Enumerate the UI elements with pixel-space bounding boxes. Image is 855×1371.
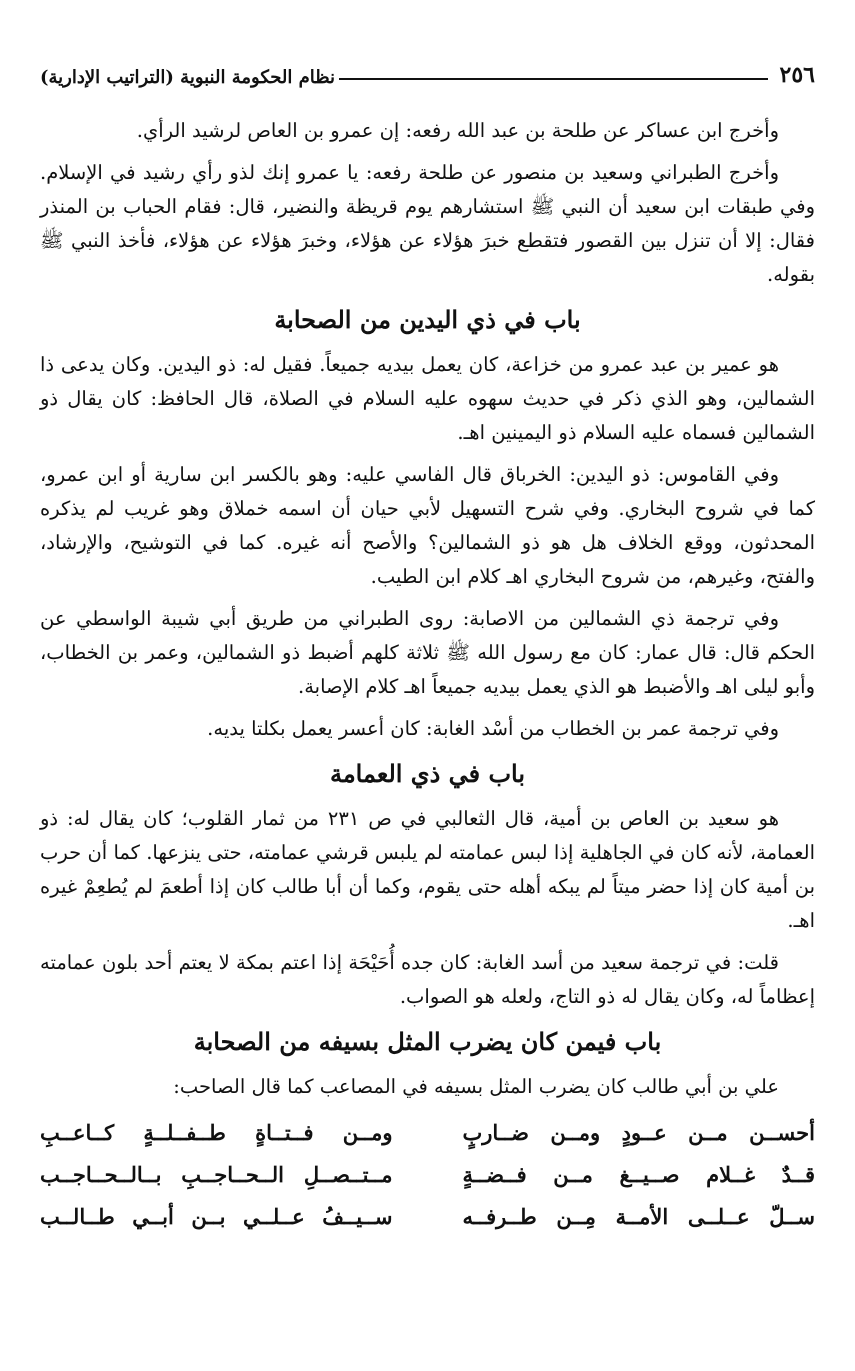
poem-intro: علي بن أبي طالب كان يضرب المثل بسيفه في المصاعب كما قال الصاحب: (173, 1075, 779, 1098)
page-number: ٢٥٦ (779, 62, 815, 88)
verse-first-hemistich: أحســن مــن عــودٍ ومــن ضــاربٍ (462, 1120, 815, 1145)
section-heading: باب في ذي العمامة (329, 759, 526, 788)
poem (40, 1112, 815, 1238)
paragraph: هو سعيد بن العاص بن أمية، قال الثعالبي في ص ٢٣١ من ثمار القلوب؛ كان يقال له: ذو العمامة، لأنه كان في الجاهلية إذا لبس عمامته لم يلبس قرشي عمامته، حتى ينزعها. كما أن حرب بن أمية كان إذا حضر ميتاً لم يبكه أهله حتى يقوم، وكما أن أبا طالب كان إذا أطعمَ لم يُطعِمْ غيره اهـ. (40, 807, 815, 932)
verse-first-hemistich: قــدٌ غــلام صــيــغ مــن فــضــةٍ (462, 1162, 815, 1187)
running-title: نظام الحكومة النبوية (التراتيب الإدارية) (40, 67, 336, 88)
paragraph: هو عمير بن عبد عمرو من خزاعة، كان يعمل بيديه جميعاً. فقيل له: ذو اليدين. وكان يدعى ذا الشمالين، وهو الذي ذكر في حديث سهوه عليه السلام في الصلاة، قال الحافظ: كان يقال ذو الشمالين فسماه عليه السلام ذو اليمينين اهـ. (40, 353, 815, 444)
verse-first-hemistich: ســلّ عــلــى الأمــة مِــن طــرفــه (462, 1204, 815, 1229)
section-heading: باب فيمن كان يضرب المثل بسيفه من الصحابة (193, 1027, 662, 1056)
verse-second-hemistich: ســيــفُ عــلــي بــن أبــي طــالــب (40, 1204, 393, 1229)
paragraph: قلت: في ترجمة سعيد من أسد الغابة: كان جده أُحَيْحَة إذا اعتم بمكة لا يعتم أحد بلون عمامته إعظاماً له، وكان يقال له ذو التاج، ولعله هو الصواب. (40, 951, 815, 1008)
verse-second-hemistich: ومــن فــتــاةٍ طــفــلــةٍ كــاعــبِ (40, 1120, 393, 1145)
paragraph: وأخرج ابن عساكر عن طلحة بن عبد الله رفعه: إن عمرو بن العاص لرشيد الرأي. (136, 119, 779, 142)
section-heading: باب في ذي اليدين من الصحابة (274, 305, 581, 334)
paragraph: وفي ترجمة ذي الشمالين من الاصابة: روى الطبراني من طريق أبي شيبة الواسطي عن الحكم قال: قال عمار: كان مع رسول الله ﷺ ثلاثة كلهم أضبط ذو الشمالين، وعمر بن الخطاب، وأبو ليلى اهـ والأضبط هو الذي يعمل بيديه جميعاً اهـ كلام الإصابة. (40, 607, 815, 698)
paragraph: وفي القاموس: ذو اليدين: الخرباق قال الفاسي عليه: وهو بالكسر ابن سارية أو ابن عمرو، كما في شروح البخاري. وفي شرح التسهيل لأبي حيان أن اسمه خملاق وهو غريب لم يذكره المحدثون، ووقع الخلاف هل هو ذو الشمالين؟ والأصح أنه غيره. كما في التوشيح، والإرشاد، والفتح، وغيرهم، من شروح البخاري اهـ كلام ابن الطيب. (40, 463, 815, 588)
paragraph: وأخرج الطبراني وسعيد بن منصور عن طلحة رفعه: يا عمرو إنك لذو رأي رشيد في الإسلام. وفي طبقات ابن سعيد أن النبي ﷺ استشارهم يوم قريظة والنضير، قال: فقام الحباب بن المنذر فقال: إلا أن تنزل بين القصور فتقطع خبرَ هؤلاء عن هؤلاء، وخبرَ هؤلاء عن هؤلاء، فأخذ النبي ﷺ بقوله. (40, 161, 815, 286)
paragraph: وفي ترجمة عمر بن الخطاب من أسْد الغابة: كان أعسر يعمل بكلتا يديه. (207, 717, 779, 740)
page-content (40, 114, 815, 1238)
header-rule (339, 78, 767, 80)
page-header (40, 48, 815, 88)
verse-second-hemistich: مــتــصــلِ الــحــاجــبِ بــالــحــاجــب (40, 1162, 393, 1187)
